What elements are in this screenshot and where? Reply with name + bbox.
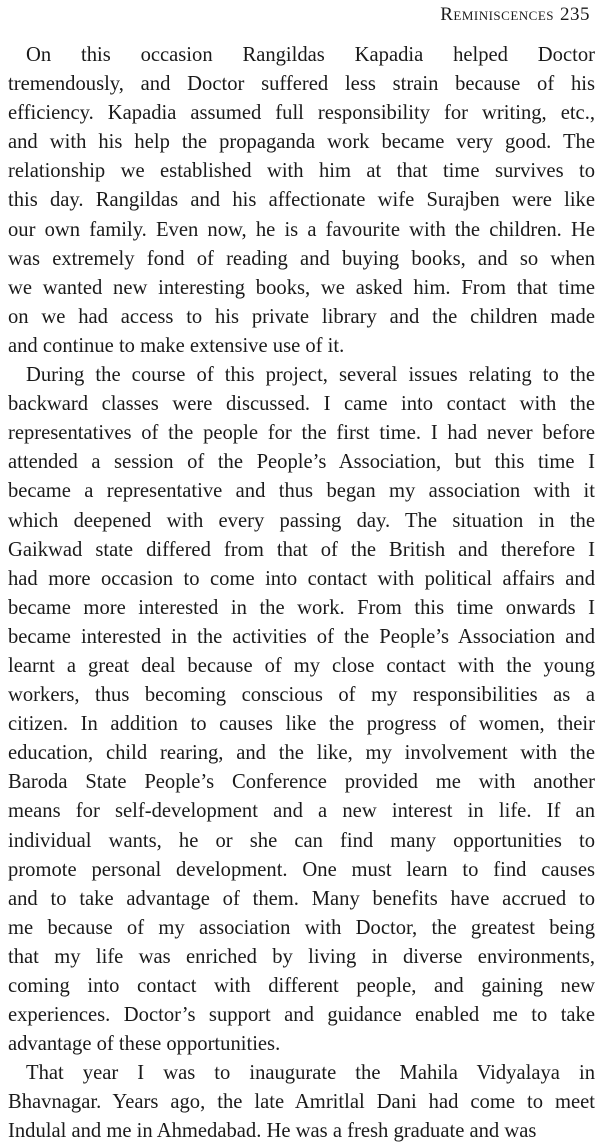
paragraph <box>8 1059 595 1146</box>
text-line: Baroda State People’s Conference provided me with another <box>8 771 595 794</box>
text-line: backward classes were discussed. I came into contact with the <box>8 393 595 416</box>
text-line: experiences. Doctor’s support and guidance enabled me to take <box>8 1004 595 1027</box>
text-line: advantage of these opportunities. <box>8 1033 281 1056</box>
text-line: individual wants, he or she can find many opportunities to <box>8 829 595 852</box>
paragraph <box>8 361 595 1059</box>
text-line: Gaikwad state differed from that of the British and therefore I <box>8 538 595 561</box>
text-line: workers, thus becoming conscious of my responsibilities as a <box>8 684 595 707</box>
text-line: this day. Rangildas and his affectionate wife Surajben were like <box>8 189 595 212</box>
text-line: coming into contact with different people, and gaining new <box>8 975 595 997</box>
paragraph <box>8 41 595 361</box>
text-line: our own family. Even now, he is a favourite with the children. He <box>8 218 595 241</box>
text-line: which deepened with every passing day. The situation in the <box>8 509 595 532</box>
text-line: promote personal development. One must learn to find causes <box>8 858 595 881</box>
text-line: and continue to make extensive use of it. <box>8 334 345 357</box>
text-line: education, child rearing, and the like, my involvement with the <box>8 742 595 765</box>
text-line: became a representative and thus began my association with it <box>8 480 595 503</box>
text-line: and to take advantage of them. Many benefits have accrued to <box>8 887 595 910</box>
text-line: means for self-development and a new interest in life. If an <box>8 800 595 823</box>
text-line: learnt a great deal because of my close contact with the young <box>8 654 595 677</box>
text-line: me because of my association with Doctor, the greatest being <box>8 916 595 939</box>
page-number: 235 <box>560 4 590 25</box>
text-line: That year I was to inaugurate the Mahila Vidyalaya in <box>26 1062 595 1085</box>
text-line: citizen. In addition to causes like the progress of women, their <box>8 713 595 736</box>
text-line: became interested in the activities of the People’s Association and <box>8 625 595 648</box>
text-line: became more interested in the work. From this time onwards I <box>8 596 595 619</box>
text-line: tremendously, and Doctor suffered less strain because of his <box>8 73 595 96</box>
text-line: On this occasion Rangildas Kapadia helped Doctor <box>26 44 595 66</box>
text-line: During the course of this project, several issues relating to the <box>26 364 595 387</box>
text-line: efficiency. Kapadia assumed full responsibility for writing, etc., <box>8 102 595 125</box>
text-line: was extremely fond of reading and buying books, and so when <box>8 247 595 270</box>
text-line: relationship we established with him at that time survives to <box>8 160 595 183</box>
running-head-title: Reminiscences <box>440 4 554 25</box>
running-head <box>440 4 590 26</box>
body-text <box>8 41 595 1147</box>
text-line: Bhavnagar. Years ago, the late Amritlal Dani had come to meet <box>8 1091 595 1114</box>
text-line: Indulal and me in Ahmedabad. He was a fresh graduate and was <box>8 1120 537 1143</box>
text-line: that my life was enriched by living in diverse environments, <box>8 945 595 968</box>
text-line: attended a session of the People’s Association, but this time I <box>8 451 595 474</box>
text-line: had more occasion to come into contact with political affairs and <box>8 567 595 590</box>
text-line: and with his help the propaganda work became very good. The <box>8 131 595 154</box>
text-line: we wanted new interesting books, we asked him. From that time <box>8 276 595 299</box>
text-line: on we had access to his private library and the children made <box>8 305 595 328</box>
text-line: representatives of the people for the first time. I had never before <box>8 422 595 445</box>
